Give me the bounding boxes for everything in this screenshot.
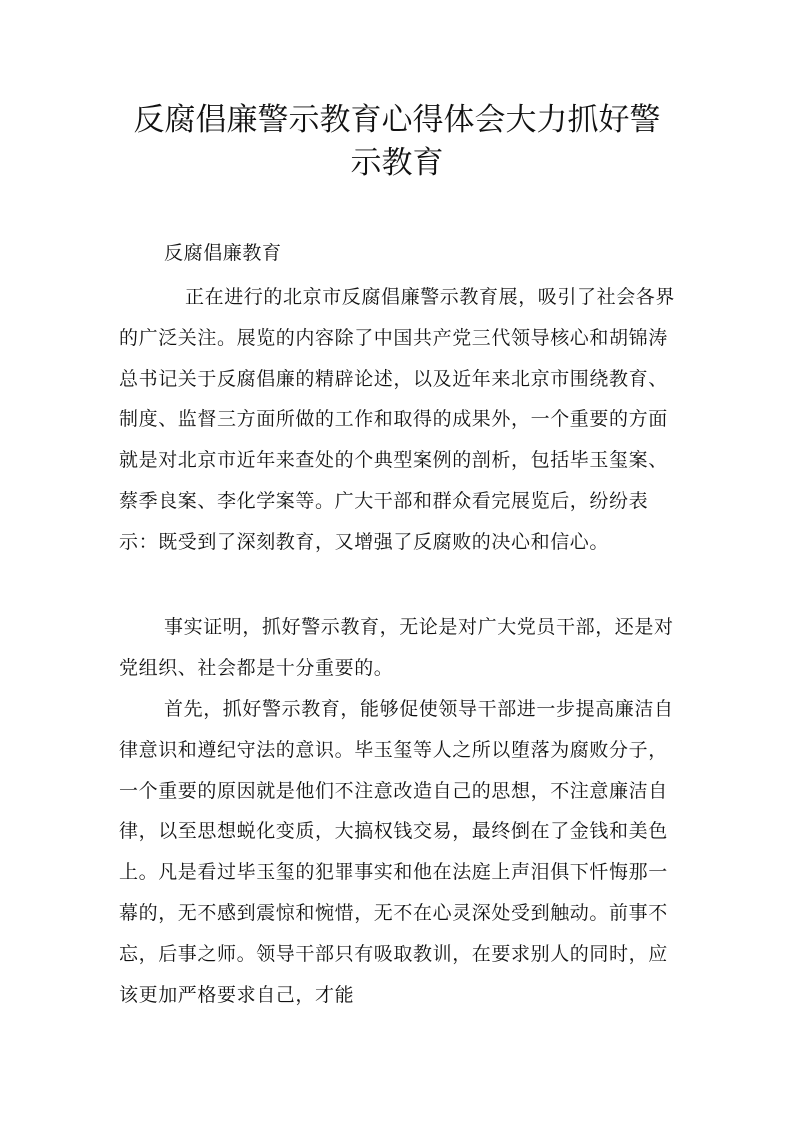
section-subheading: 反腐倡廉教育 [164, 242, 282, 264]
paragraph-2: 事实证明，抓好警示教育，无论是对广大党员干部，还是对党组织、社会都是十分重要的。 [119, 616, 674, 679]
paragraph-1: 正在进行的北京市反腐倡廉警示教育展，吸引了社会各界的广泛关注。展览的内容除了中国共产党三代领导核心和胡锦涛总书记关于反腐倡廉的精辟论述，以及近年来北京市围绕教育、制度、监督三方面所做的工作和取得的成果外，一个重要的方面就是对北京市近年来查处的个典型案例的剖析，包括毕玉玺案、蔡季良案、李化学案等。广大干部和群众看完展览后，纷纷表示：既受到了深刻教育，又增强了反腐败的决心和信心。 [119, 286, 676, 553]
paragraph-3: 首先，抓好警示教育，能够促使领导干部进一步提高廉洁自律意识和遵纪守法的意识。毕玉玺等人之所以堕落为腐败分子，一个重要的原因就是他们不注意改造自己的思想，不注意廉洁自律，以至思想蜕化变质，大搞权钱交易，最终倒在了金钱和美色上。凡是看过毕玉玺的犯罪事实和他在法庭上声泪俱下忏悔那一幕的，无不感到震惊和惋惜，无不在心灵深处受到触动。前事不忘，后事之师。领导干部只有吸取教训，在要求别人的同时，应该更加严格要求自己，才能 [119, 698, 674, 1006]
document-title: 反腐倡廉警示教育心得体会大力抓好警示教育 [133, 102, 661, 181]
